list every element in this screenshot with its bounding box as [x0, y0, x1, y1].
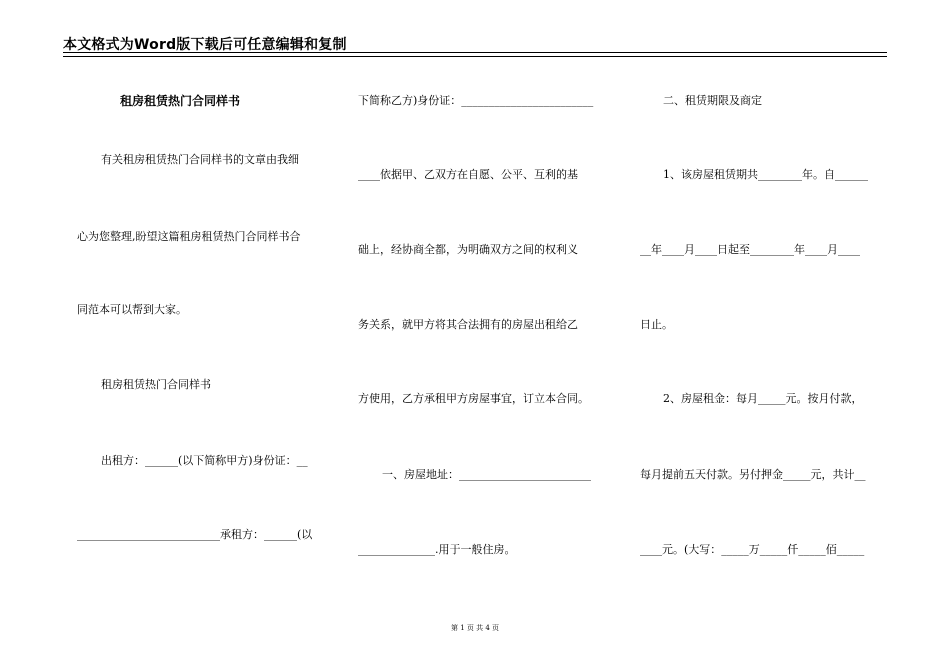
section-heading: 租房租赁热门合同样书	[101, 378, 211, 391]
header-rule-thin	[63, 56, 887, 57]
paragraph-line: 出租方：______(以下简称甲方)身份证：__	[101, 454, 308, 467]
paragraph-line: __年____月____日起至________年____月____	[640, 243, 860, 256]
paragraph-line: ____依据甲、乙双方在自愿、公平、互利的基	[358, 168, 578, 181]
paragraph-line: ______________.用于一般住房。	[358, 543, 516, 556]
paragraph-line: 同范本可以帮到大家。	[77, 303, 187, 316]
paragraph-line: 2、房屋租金：每月_____元。按月付款，	[663, 392, 863, 405]
paragraph-line: 一、房屋地址：________________________	[382, 468, 591, 481]
paragraph-line: 有关租房租赁热门合同样书的文章由我细	[101, 153, 299, 166]
paragraph-line: 下简称乙方)身份证：________________________	[358, 94, 594, 107]
paragraph-line: 务关系，就甲方将其合法拥有的房屋出租给乙	[358, 318, 578, 331]
paragraph-line: 每月提前五天付款。另付押金_____元，共计__	[640, 468, 866, 481]
paragraph-line: 心为您整理,盼望这篇租房租赁热门合同样书合	[77, 230, 301, 243]
document-header: 本文格式为Word版下载后可任意编辑和复制	[63, 37, 347, 53]
paragraph-line: __________________________承租方：______(以	[77, 528, 313, 541]
section-heading: 二、租赁期限及商定	[663, 94, 762, 107]
paragraph-line: 础上，经协商全都，为明确双方之间的权利义	[358, 243, 578, 256]
paragraph-line: 日止。	[640, 318, 673, 331]
paragraph-line: ____元。(大写：_____万_____仟_____佰_____	[640, 543, 865, 556]
document-title: 租房租赁热门合同样书	[120, 94, 241, 108]
paragraph-line: 1、该房屋租赁期共________年。自______	[663, 168, 868, 181]
page-number-footer: 第 1 页 共 4 页	[450, 624, 500, 632]
header-rule-thick	[63, 52, 887, 53]
paragraph-line: 方使用，乙方承租甲方房屋事宜，订立本合同。	[358, 392, 589, 405]
